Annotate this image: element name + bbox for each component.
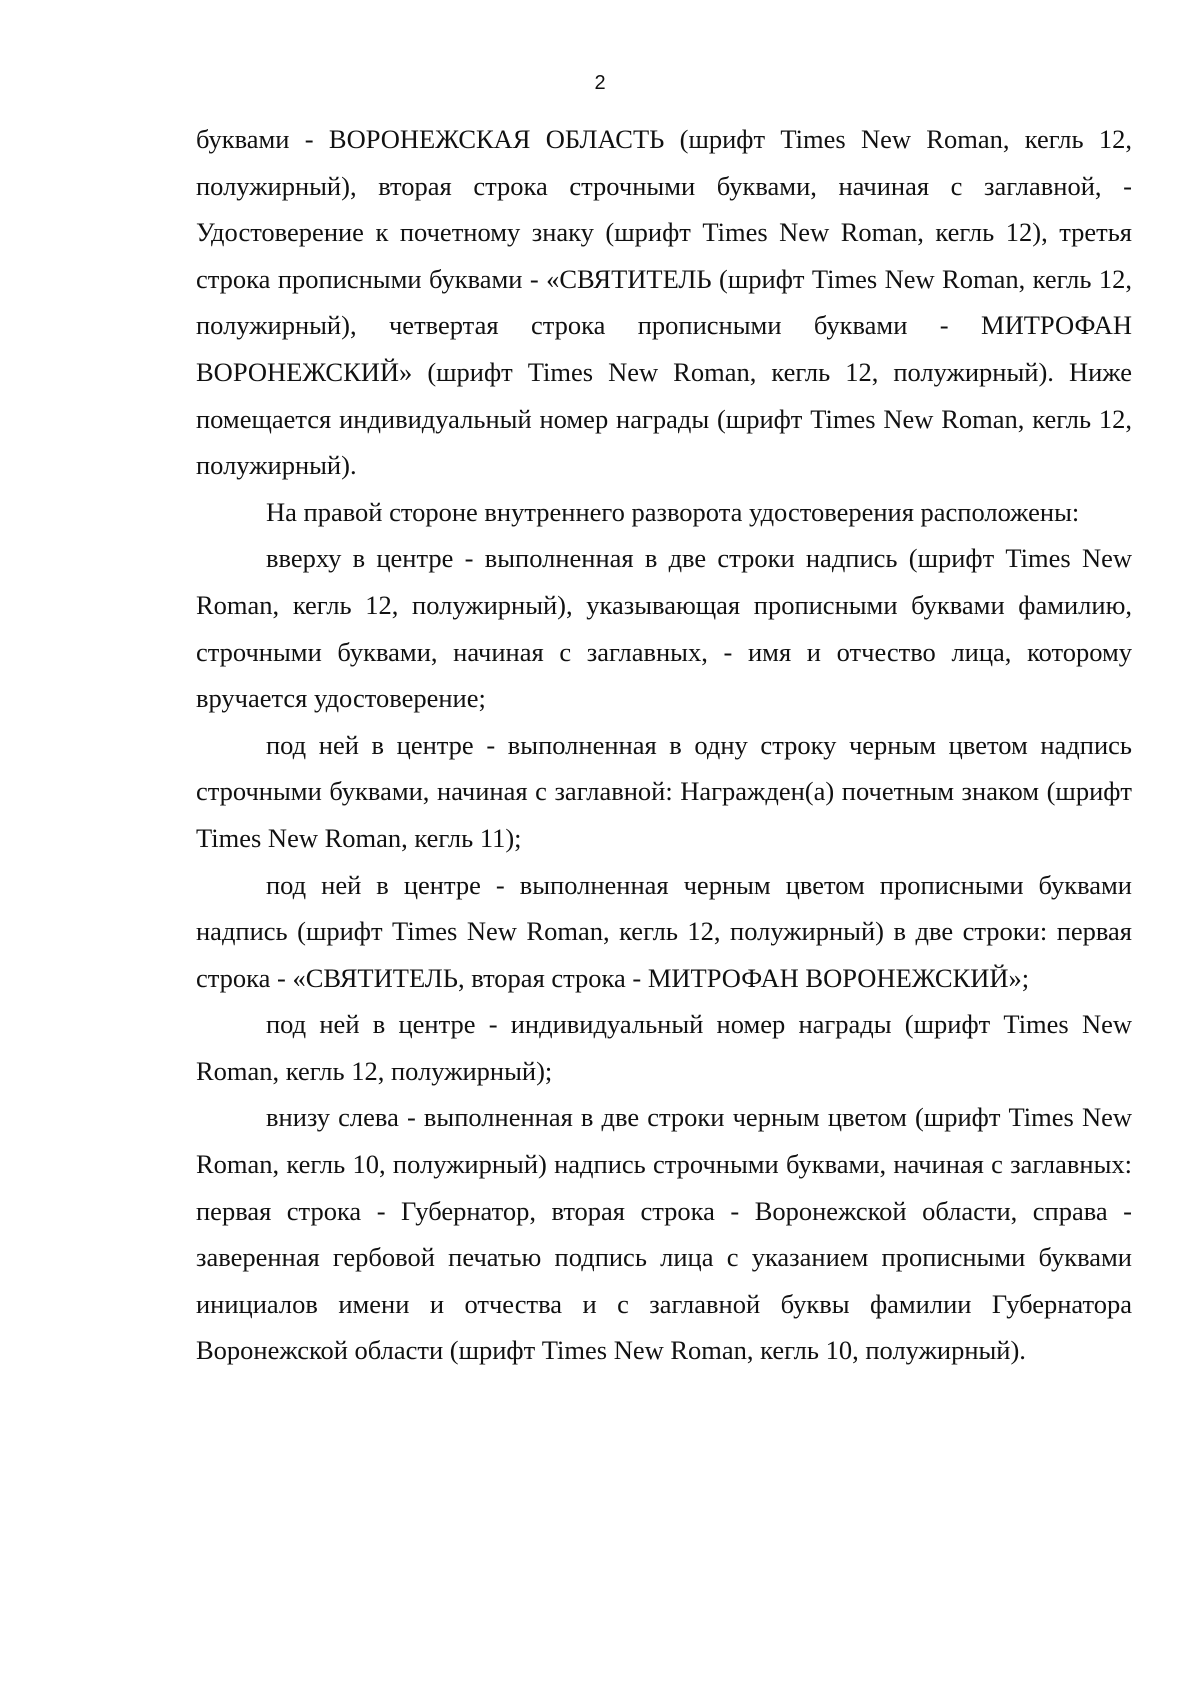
document-body [196,116,1132,1374]
paragraph-award-number: под ней в центре - индивидуальный номер награды (шрифт Times New Roman, кегль 12, полужирный); [196,1009,1132,1086]
paragraph-top-center: вверху в центре - выполненная в две строки надпись (шрифт Times New Roman, кегль 12, полужирный), указывающая прописными буквами фамилию, строчными буквами, начиная с заглавных, - имя и отчество лица, которому вручается удостоверение; [196,543,1132,714]
paragraph-continuation: буквами - ВОРОНЕЖСКАЯ ОБЛАСТЬ (шрифт Times New Roman, кегль 12, полужирный), вторая строка строчными буквами, начиная с заглавной, - Удостоверение к почетному знаку (шрифт Times New Roman, кегль 12), третья строка прописными буквами - «СВЯТИТЕЛЬ (шрифт Times New Roman, кегль 12, полужирный), четвертая строка прописными буквами - МИТРОФАН ВОРОНЕЖСКИЙ» (шрифт Times New Roman, кегль 12, полужирный). Ниже помещается индивидуальный номер награды (шрифт Times New Roman, кегль 12, полужирный). [196,124,1132,481]
paragraph-right-side-intro: На правой стороне внутреннего разворота удостоверения расположены: [266,496,1080,527]
page-number: 2 [594,72,606,94]
paragraph-signature-block: внизу слева - выполненная в две строки черным цветом (шрифт Times New Roman, кегль 10, полужирный) надпись строчными буквами, начиная с заглавных: первая строка - Губернатор, вторая строка - Воронежской области, справа - заверенная гербовой печатью подпись лица с указанием прописными буквами инициалов имени и отчества и с заглавной буквы фамилии Губернатора Воронежской области (шрифт Times New Roman, кегль 10, полужирный). [196,1102,1132,1366]
paragraph-title-lines: под ней в центре - выполненная черным цветом прописными буквами надпись (шрифт Times New Roman, кегль 12, полужирный) в две строки: первая строка - «СВЯТИТЕЛЬ, вторая строка - МИТРОФАН ВОРОНЕЖСКИЙ»; [196,869,1132,993]
paragraph-awarded-line: под ней в центре - выполненная в одну строку черным цветом надпись строчными буквами, начиная с заглавной: Награжден(а) почетным знаком (шрифт Times New Roman, кегль 11); [196,729,1132,853]
